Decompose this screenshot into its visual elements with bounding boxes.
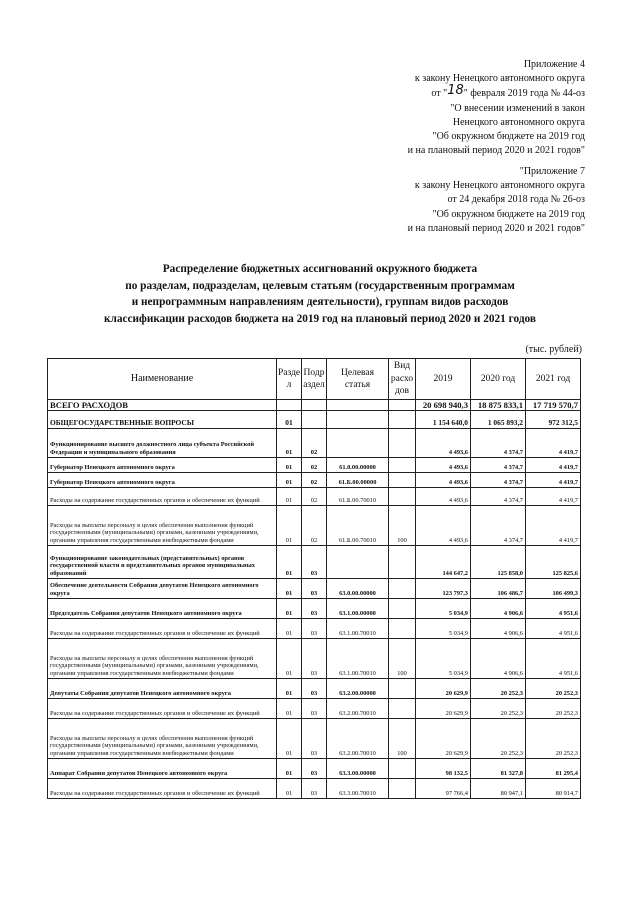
cell-name: ОБЩЕГОСУДАРСТВЕННЫЕ ВОПРОСЫ bbox=[48, 411, 277, 429]
cell-v2019: 5 034,9 bbox=[416, 619, 471, 639]
appendix-7-line3: от 24 декабря 2018 года № 26-оз bbox=[447, 194, 585, 206]
cell-v2019: 4 493,6 bbox=[416, 458, 471, 473]
cell-v2021: 17 719 570,7 bbox=[526, 400, 581, 411]
cell-vid bbox=[389, 458, 416, 473]
unit-label: (тыс. рублей) bbox=[525, 344, 582, 355]
cell-razdel: 01 bbox=[277, 546, 302, 579]
cell-v2019: 20 698 940,3 bbox=[416, 400, 471, 411]
cell-razdel: 01 bbox=[277, 679, 302, 699]
table-row bbox=[48, 546, 581, 579]
cell-razdel: 01 bbox=[277, 699, 302, 719]
cell-vid bbox=[389, 599, 416, 619]
cell-v2021: 4 419,7 bbox=[526, 429, 581, 458]
cell-v2019: 98 132,5 bbox=[416, 759, 471, 779]
cell-target: 63.2.00.70010 bbox=[327, 699, 389, 719]
cell-target: 63.1.00.70010 bbox=[327, 639, 389, 679]
cell-name: Аппарат Собрания депутатов Ненецкого автономного округа bbox=[48, 759, 277, 779]
cell-podrazdel: 02 bbox=[302, 429, 327, 458]
cell-name: Расходы на содержание государственных органов и обеспечение их функций bbox=[48, 779, 277, 799]
cell-v2021: 972 312,5 bbox=[526, 411, 581, 429]
cell-vid bbox=[389, 473, 416, 488]
appendix-4-line7: и на плановый период 2020 и 2021 годов" bbox=[407, 145, 585, 157]
cell-podrazdel: 03 bbox=[302, 699, 327, 719]
table-row bbox=[48, 579, 581, 599]
cell-target: 61.Б.00.70010 bbox=[327, 488, 389, 506]
header-2019: 2019 bbox=[416, 359, 471, 400]
cell-vid bbox=[389, 546, 416, 579]
table-row bbox=[48, 719, 581, 759]
cell-name: Расходы на выплаты персоналу в целях обеспечения выполнения функций государственными (муниципальными) органами, казенными учреждениями, органами управления государственными внебюджетными фондами bbox=[48, 719, 277, 759]
cell-v2021: 125 825,6 bbox=[526, 546, 581, 579]
cell-podrazdel: 02 bbox=[302, 506, 327, 546]
cell-name: Расходы на содержание государственных органов и обеспечение их функций bbox=[48, 699, 277, 719]
cell-target: 61.0.00.00000 bbox=[327, 458, 389, 473]
appendix-7-line5: и на плановый период 2020 и 2021 годов" bbox=[407, 222, 585, 234]
cell-podrazdel: 03 bbox=[302, 546, 327, 579]
cell-v2020: 80 947,1 bbox=[471, 779, 526, 799]
appendix-4-date-suffix: " февраля 2019 года № 44-оз bbox=[463, 88, 585, 100]
cell-name: Депутаты Собрания депутатов Ненецкого автономного округа bbox=[48, 679, 277, 699]
cell-vid bbox=[389, 779, 416, 799]
cell-podrazdel: 02 bbox=[302, 473, 327, 488]
cell-razdel: 01 bbox=[277, 639, 302, 679]
table-row bbox=[48, 619, 581, 639]
cell-v2019: 4 493,6 bbox=[416, 429, 471, 458]
table-row bbox=[48, 779, 581, 799]
cell-target bbox=[327, 546, 389, 579]
appendix-7-block bbox=[408, 165, 585, 236]
cell-v2019: 20 629,9 bbox=[416, 719, 471, 759]
cell-vid bbox=[389, 619, 416, 639]
table-row bbox=[48, 759, 581, 779]
cell-name: Расходы на выплаты персоналу в целях обеспечения выполнения функций государственными (муниципальными) органами, казенными учреждениями, органами управления государственными внебюджетными фондами bbox=[48, 639, 277, 679]
appendix-4-block bbox=[408, 58, 585, 158]
cell-v2020: 4 906,6 bbox=[471, 619, 526, 639]
table-row bbox=[48, 488, 581, 506]
cell-razdel: 01 bbox=[277, 759, 302, 779]
cell-vid bbox=[389, 411, 416, 429]
table-row bbox=[48, 679, 581, 699]
cell-target: 63.0.00.00000 bbox=[327, 579, 389, 599]
cell-v2020: 4 374,7 bbox=[471, 488, 526, 506]
cell-v2021: 4 951,6 bbox=[526, 619, 581, 639]
header-2021: 2021 год bbox=[526, 359, 581, 400]
cell-razdel: 01 bbox=[277, 599, 302, 619]
cell-v2021: 4 951,6 bbox=[526, 639, 581, 679]
table-row bbox=[48, 429, 581, 458]
cell-v2020: 4 374,7 bbox=[471, 473, 526, 488]
cell-v2020: 4 374,7 bbox=[471, 506, 526, 546]
cell-v2019: 5 034,9 bbox=[416, 599, 471, 619]
cell-podrazdel: 03 bbox=[302, 579, 327, 599]
header-expense-type: Вид расхо дов bbox=[389, 359, 416, 400]
cell-razdel: 01 bbox=[277, 411, 302, 429]
cell-v2019: 123 797,3 bbox=[416, 579, 471, 599]
cell-razdel: 01 bbox=[277, 779, 302, 799]
cell-v2020: 4 906,6 bbox=[471, 599, 526, 619]
cell-razdel: 01 bbox=[277, 579, 302, 599]
cell-name: Председатель Собрания депутатов Ненецкого автономного округа bbox=[48, 599, 277, 619]
cell-v2020: 106 486,7 bbox=[471, 579, 526, 599]
cell-v2020: 1 065 893,2 bbox=[471, 411, 526, 429]
cell-v2020: 18 875 833,1 bbox=[471, 400, 526, 411]
cell-vid bbox=[389, 488, 416, 506]
cell-razdel: 01 bbox=[277, 506, 302, 546]
cell-v2020: 20 252,3 bbox=[471, 679, 526, 699]
handwritten-day: 18 bbox=[447, 83, 464, 99]
cell-v2021: 4 419,7 bbox=[526, 458, 581, 473]
cell-vid: 100 bbox=[389, 506, 416, 546]
cell-v2021: 80 914,7 bbox=[526, 779, 581, 799]
appendix-7-line1: "Приложение 7 bbox=[519, 166, 585, 177]
appendix-4-date-prefix: от " bbox=[431, 88, 448, 100]
title-line4: классификации расходов бюджета на 2019 год на плановый период 2020 и 2021 годов bbox=[103, 312, 537, 325]
cell-v2021: 4 419,7 bbox=[526, 488, 581, 506]
cell-v2019: 20 629,9 bbox=[416, 679, 471, 699]
header-2020: 2020 год bbox=[471, 359, 526, 400]
cell-target: 63.1.00.70010 bbox=[327, 619, 389, 639]
cell-podrazdel: 03 bbox=[302, 619, 327, 639]
cell-razdel: 01 bbox=[277, 619, 302, 639]
title-line3: и непрограммным направлениям деятельности), группам видов расходов bbox=[131, 296, 509, 309]
appendix-4-line1: Приложение 4 bbox=[523, 59, 585, 70]
cell-v2021: 4 419,7 bbox=[526, 506, 581, 546]
cell-v2019: 4 493,6 bbox=[416, 473, 471, 488]
appendix-4-line6: "Об окружном бюджете на 2019 год bbox=[432, 131, 585, 143]
cell-v2019: 20 629,9 bbox=[416, 699, 471, 719]
cell-target: 63.3.00.70010 bbox=[327, 779, 389, 799]
cell-v2021: 20 252,3 bbox=[526, 679, 581, 699]
table-row bbox=[48, 599, 581, 619]
cell-target: 61.Б.00.70010 bbox=[327, 506, 389, 546]
title-line1: Распределение бюджетных ассигнований окружного бюджета bbox=[162, 263, 478, 275]
header-section: Разде л bbox=[277, 359, 302, 400]
cell-v2019: 4 493,6 bbox=[416, 488, 471, 506]
cell-v2020: 125 858,0 bbox=[471, 546, 526, 579]
cell-name: Расходы на выплаты персоналу в целях обеспечения выполнения функций государственными (муниципальными) органами, казенными учреждениями, органами управления государственными внебюджетными фондами bbox=[48, 506, 277, 546]
cell-v2019: 5 034,9 bbox=[416, 639, 471, 679]
cell-v2019: 4 493,6 bbox=[416, 506, 471, 546]
cell-name: Губернатор Ненецкого автономного округа bbox=[48, 458, 277, 473]
table-header-row bbox=[48, 359, 581, 400]
appendix-7-line4: "Об окружном бюджете на 2019 год bbox=[432, 208, 585, 220]
cell-v2021: 4 951,6 bbox=[526, 599, 581, 619]
cell-podrazdel bbox=[302, 400, 327, 411]
cell-name: Обеспечение деятельности Собрания депутатов Ненецкого автономного округа bbox=[48, 579, 277, 599]
cell-v2021: 81 295,4 bbox=[526, 759, 581, 779]
header-target: Целевая статья bbox=[327, 359, 389, 400]
cell-v2021: 20 252,3 bbox=[526, 699, 581, 719]
cell-v2020: 20 252,3 bbox=[471, 699, 526, 719]
table-row bbox=[48, 400, 581, 411]
appendix-4-line3 bbox=[408, 83, 585, 101]
cell-razdel: 01 bbox=[277, 429, 302, 458]
cell-target bbox=[327, 400, 389, 411]
table-row bbox=[48, 458, 581, 473]
title-line2: по разделам, подразделам, целевым статьям (государственным программам bbox=[125, 279, 515, 292]
cell-target: 63.2.00.70010 bbox=[327, 719, 389, 759]
cell-vid: 100 bbox=[389, 639, 416, 679]
appendix-4-line5: Ненецкого автономного округа bbox=[452, 116, 585, 128]
cell-razdel: 01 bbox=[277, 458, 302, 473]
table-body bbox=[48, 400, 581, 799]
cell-podrazdel: 03 bbox=[302, 779, 327, 799]
cell-target bbox=[327, 411, 389, 429]
cell-vid bbox=[389, 679, 416, 699]
cell-razdel: 01 bbox=[277, 488, 302, 506]
cell-target: 63.3.00.00000 bbox=[327, 759, 389, 779]
table-row bbox=[48, 506, 581, 546]
cell-podrazdel: 03 bbox=[302, 599, 327, 619]
budget-table bbox=[47, 358, 581, 799]
cell-target: 63.2.00.00000 bbox=[327, 679, 389, 699]
cell-podrazdel: 03 bbox=[302, 759, 327, 779]
cell-name: Расходы на содержание государственных органов и обеспечение их функций bbox=[48, 488, 277, 506]
appendix-4-line2: к закону Ненецкого автономного округа bbox=[414, 73, 585, 85]
cell-target bbox=[327, 429, 389, 458]
cell-name: Функционирование высшего должностного лица субъекта Российской Федерации и муниципального образования bbox=[48, 429, 277, 458]
cell-v2020: 81 327,8 bbox=[471, 759, 526, 779]
cell-vid: 100 bbox=[389, 719, 416, 759]
cell-razdel: 01 bbox=[277, 719, 302, 759]
table-row bbox=[48, 411, 581, 429]
table-row bbox=[48, 639, 581, 679]
cell-vid bbox=[389, 579, 416, 599]
document-title bbox=[20, 261, 620, 327]
cell-v2021: 106 499,3 bbox=[526, 579, 581, 599]
cell-v2019: 1 154 640,0 bbox=[416, 411, 471, 429]
cell-podrazdel: 02 bbox=[302, 458, 327, 473]
cell-podrazdel bbox=[302, 411, 327, 429]
cell-v2021: 20 252,3 bbox=[526, 719, 581, 759]
cell-razdel: 01 bbox=[277, 473, 302, 488]
cell-podrazdel: 03 bbox=[302, 719, 327, 759]
cell-v2020: 4 374,7 bbox=[471, 429, 526, 458]
table-row bbox=[48, 473, 581, 488]
cell-vid bbox=[389, 429, 416, 458]
cell-podrazdel: 03 bbox=[302, 639, 327, 679]
cell-v2021: 4 419,7 bbox=[526, 473, 581, 488]
cell-v2020: 4 906,6 bbox=[471, 639, 526, 679]
cell-v2019: 97 766,4 bbox=[416, 779, 471, 799]
cell-vid bbox=[389, 400, 416, 411]
appendix-7-line2: к закону Ненецкого автономного округа bbox=[414, 180, 585, 192]
cell-target: 63.1.00.00000 bbox=[327, 599, 389, 619]
cell-v2020: 20 252,3 bbox=[471, 719, 526, 759]
cell-name: Расходы на содержание государственных органов и обеспечение их функций bbox=[48, 619, 277, 639]
cell-vid bbox=[389, 759, 416, 779]
table-row bbox=[48, 699, 581, 719]
cell-v2019: 144 647,2 bbox=[416, 546, 471, 579]
cell-vid bbox=[389, 699, 416, 719]
cell-razdel bbox=[277, 400, 302, 411]
cell-name: Функционирование законодательных (представительных) органов государственной власти и представительных органов муниципальных образований bbox=[48, 546, 277, 579]
appendix-4-line4: "О внесении изменений в закон bbox=[450, 102, 585, 114]
cell-v2020: 4 374,7 bbox=[471, 458, 526, 473]
cell-target: 61.Б.00.00000 bbox=[327, 473, 389, 488]
header-name: Наименование bbox=[48, 359, 277, 400]
cell-name: Губернатор Ненецкого автономного округа bbox=[48, 473, 277, 488]
cell-podrazdel: 03 bbox=[302, 679, 327, 699]
cell-podrazdel: 02 bbox=[302, 488, 327, 506]
cell-name: ВСЕГО РАСХОДОВ bbox=[48, 400, 277, 411]
header-subsection: Подр аздел bbox=[302, 359, 327, 400]
